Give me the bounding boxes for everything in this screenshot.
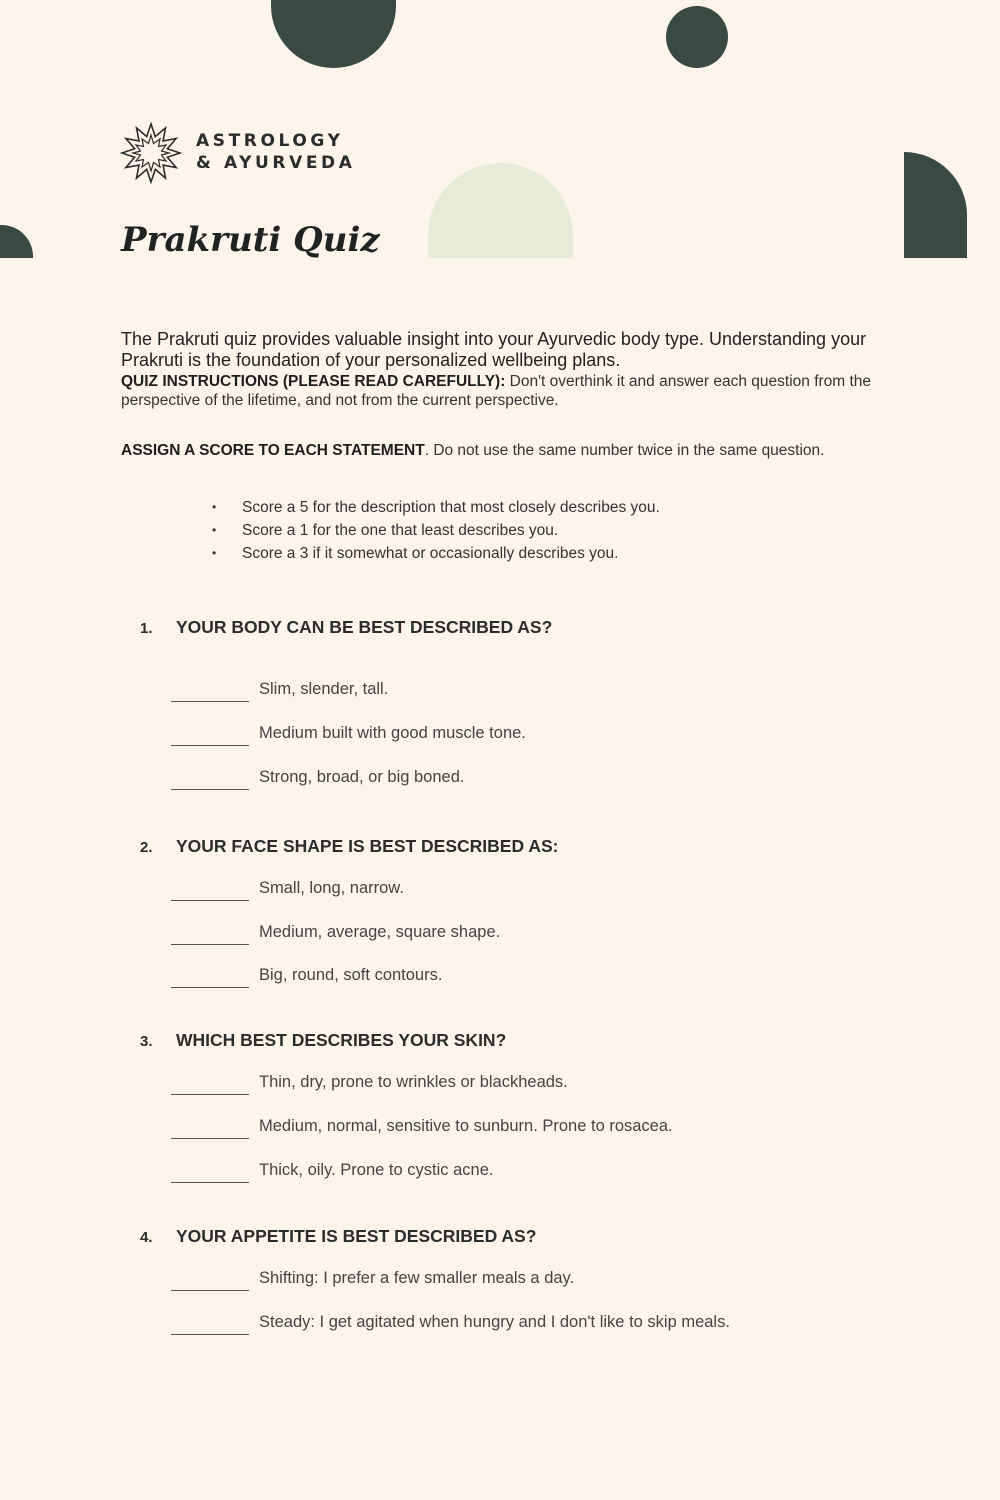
- decor-half-circle-left: [0, 225, 33, 258]
- answer-option: [171, 1073, 931, 1097]
- score-blank[interactable]: [171, 987, 249, 988]
- question-text: YOUR BODY CAN BE BEST DESCRIBED AS?: [176, 617, 553, 637]
- instructions-label: QUIZ INSTRUCTIONS (PLEASE READ CAREFULLY):: [121, 373, 506, 390]
- answer-option: [171, 768, 931, 792]
- question-number: 3.: [140, 1033, 153, 1050]
- score-blank[interactable]: [171, 1182, 249, 1183]
- assign-label: ASSIGN A SCORE TO EACH STATEMENT: [121, 442, 425, 459]
- option-label: Steady: I get agitated when hungry and I don't like to skip meals.: [259, 1313, 730, 1331]
- answer-option: [171, 1313, 931, 1337]
- question-number: 4.: [140, 1229, 153, 1246]
- score-blank[interactable]: [171, 1094, 249, 1095]
- instructions-text: Don't overthink it and answer each question from the perspective of the lifetime, and not from the current perspective.: [121, 373, 872, 409]
- answer-option: [171, 1117, 931, 1141]
- score-blank[interactable]: [171, 1290, 249, 1291]
- score-blank[interactable]: [171, 944, 249, 945]
- question-2: [140, 836, 940, 984]
- decor-quarter-circle-right: [904, 152, 967, 258]
- answer-option: [171, 1269, 931, 1293]
- question-number: 2.: [140, 839, 153, 856]
- quiz-instructions: [121, 372, 891, 410]
- brand-name: [196, 130, 356, 174]
- question-1: [140, 617, 940, 786]
- option-label: Thin, dry, prone to wrinkles or blackheads.: [259, 1073, 568, 1091]
- option-label: Shifting: I prefer a few smaller meals a day.: [259, 1269, 575, 1287]
- question-number: 1.: [140, 620, 153, 637]
- brand-line-1: ASTROLOGY: [196, 131, 344, 151]
- assign-text: . Do not use the same number twice in the same question.: [424, 442, 825, 459]
- decor-circle-top: [666, 6, 728, 68]
- answer-option: [171, 680, 931, 704]
- option-label: Big, round, soft contours.: [259, 966, 443, 984]
- option-label: Thick, oily. Prone to cystic acne.: [259, 1161, 494, 1179]
- intro-text: The Prakruti quiz provides valuable insight into your Ayurvedic body type. Understanding your Prakruti is the foundation of your personalized wellbeing plans.: [121, 329, 867, 370]
- rule-item: • Score a 3 if it somewhat or occasionally describes you.: [212, 543, 660, 564]
- question-4: [140, 1226, 940, 1331]
- score-blank[interactable]: [171, 900, 249, 901]
- answer-option: [171, 966, 931, 990]
- score-blank[interactable]: [171, 789, 249, 790]
- rule-item: • Score a 5 for the description that most closely describes you.: [212, 497, 660, 518]
- option-label: Medium, normal, sensitive to sunburn. Prone to rosacea.: [259, 1117, 673, 1135]
- question-text: WHICH BEST DESCRIBES YOUR SKIN?: [176, 1030, 507, 1050]
- answer-option: [171, 923, 931, 947]
- decor-half-circle-top: [271, 0, 396, 68]
- answer-option: [171, 1161, 931, 1185]
- sun-icon: [120, 122, 182, 184]
- brand-logo: [120, 122, 360, 184]
- decor-green-dome: [428, 163, 573, 258]
- score-blank[interactable]: [171, 1138, 249, 1139]
- score-blank[interactable]: [171, 701, 249, 702]
- question-text: YOUR FACE SHAPE IS BEST DESCRIBED AS:: [176, 836, 559, 856]
- scoring-rules: [212, 497, 660, 566]
- page-title: Prakruti Quiz: [121, 220, 380, 260]
- brand-line-2: & AYURVEDA: [196, 153, 356, 173]
- question-3: [140, 1030, 940, 1179]
- score-blank[interactable]: [171, 1334, 249, 1335]
- answer-option: [171, 724, 931, 748]
- option-label: Medium, average, square shape.: [259, 923, 501, 941]
- score-blank[interactable]: [171, 745, 249, 746]
- assign-score-note: [121, 438, 881, 463]
- option-label: Slim, slender, tall.: [259, 680, 389, 698]
- option-label: Strong, broad, or big boned.: [259, 768, 465, 786]
- question-text: YOUR APPETITE IS BEST DESCRIBED AS?: [176, 1226, 537, 1246]
- option-label: Medium built with good muscle tone.: [259, 724, 526, 742]
- option-label: Small, long, narrow.: [259, 879, 404, 897]
- answer-option: [171, 879, 931, 903]
- rule-item: • Score a 1 for the one that least describes you.: [212, 520, 660, 541]
